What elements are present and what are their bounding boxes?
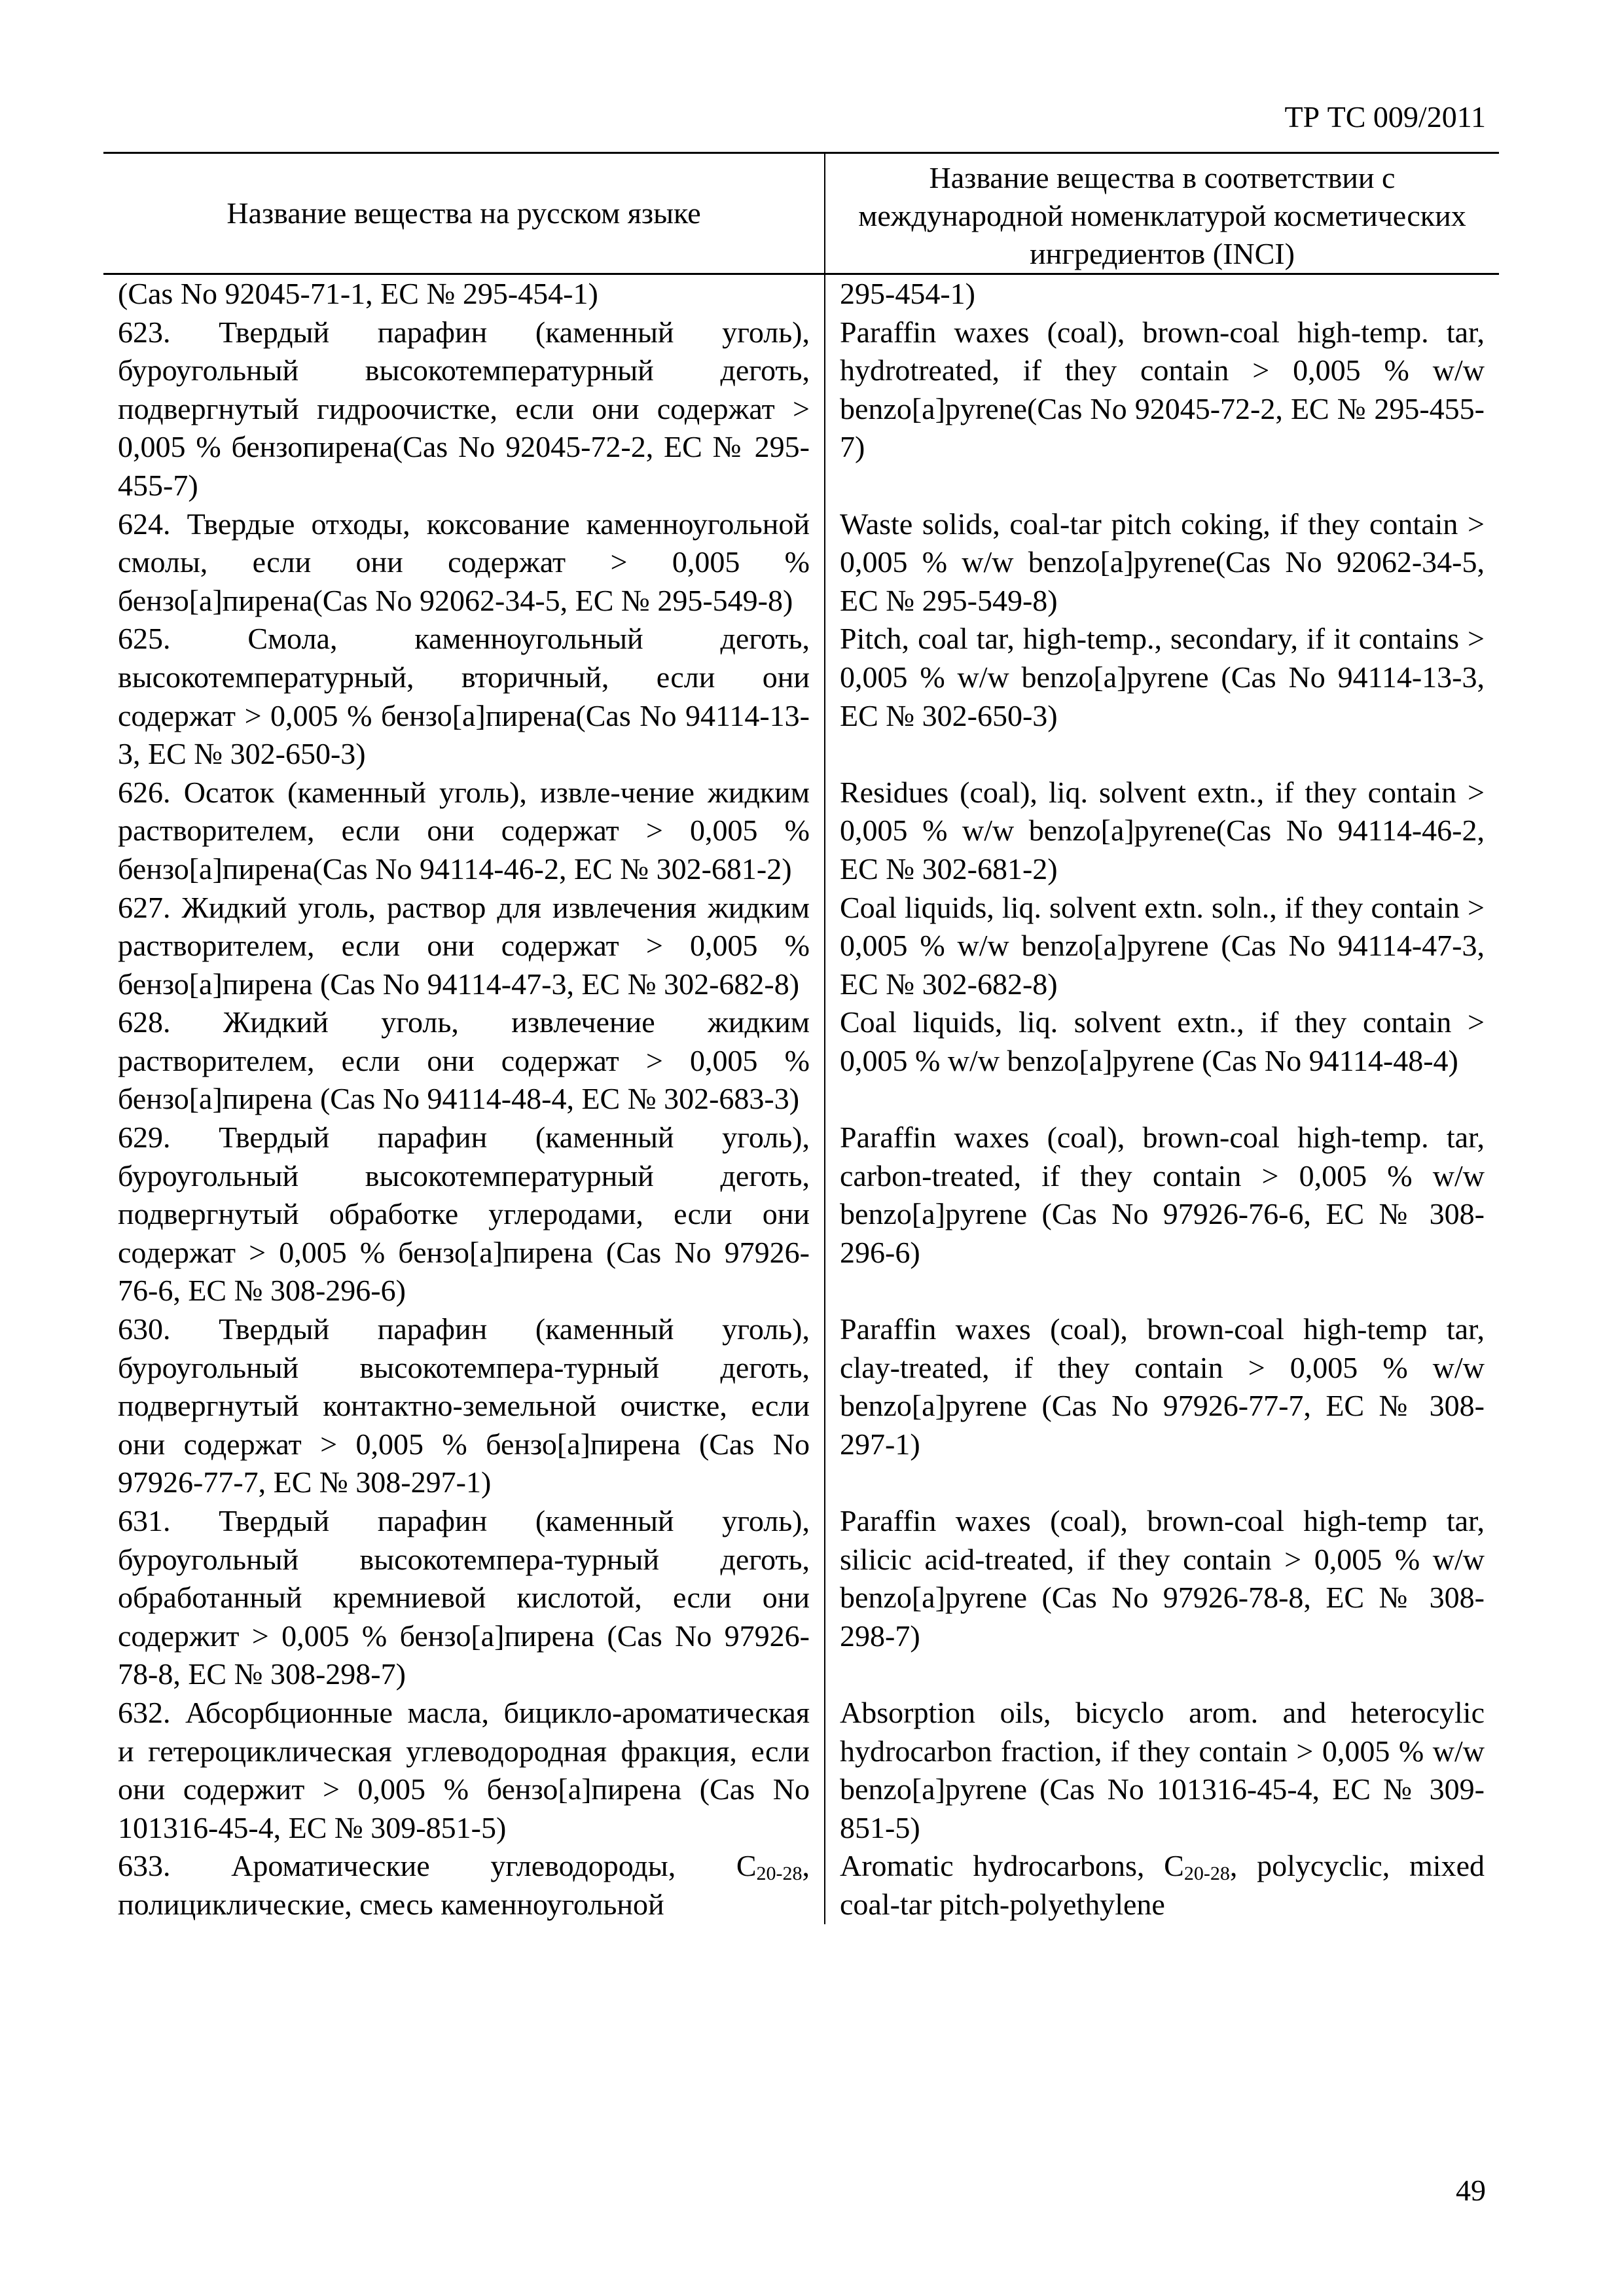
cell-text: , полициклические, смесь каменноугольной — [118, 1849, 810, 1921]
cell-russian: 632. Абсорбционные масла, бицикло-ароматическая и гетероциклическая углеводородная фракция, если они содержит > 0,005 % бензо[a]пирена (Cas No 101316-45-4, EC № 309-851-5) — [103, 1694, 825, 1847]
cell-inci: Coal liquids, liq. solvent extn. soln., if they contain > 0,005 % w/w benzo[a]pyrene (Cas No 94114-47-3, EC № 302-682-8) — [840, 890, 1485, 1001]
subscript: 20-28 — [1183, 1863, 1230, 1885]
cell-russian: 625. Смола, каменноугольный деготь, высокотемпературный, вторичный, если они содержат > 0,005 % бензо[a]пирена(Cas No 94114-13-3, EC № 302-650-3) — [103, 620, 825, 773]
cell-russian: 627. Жидкий уголь, раствор для извлечения жидким растворителем, если они содержат > 0,005 % бензо[a]пирена (Cas No 94114-47-3, EC № 302-682-8) — [103, 889, 825, 1004]
cell-russian: 630. Твердый парафин (каменный уголь), буроугольный высокотемпера-турный деготь, подвергнутый контактно-земельной очистке, если они содержат > 0,005 % бензо[a]пирена (Cas No 97926-77-7, EC № 308-297-1) — [103, 1310, 825, 1502]
table-header — [103, 152, 1499, 275]
document-code: ТР ТС 009/2011 — [1284, 100, 1486, 134]
table-row — [103, 1847, 1499, 1924]
table-row — [103, 1310, 1499, 1502]
subscript: 20-28 — [756, 1863, 803, 1885]
cell-text: Aromatic hydrocarbons, C — [840, 1849, 1184, 1883]
column-header-inci-name: Название вещества в соответствии с международной номенклатурой косметических ингредиентов (INCI) — [858, 161, 1466, 270]
cell-russian: 623. Твердый парафин (каменный уголь), буроугольный высокотемпературный деготь, подвергнутый гидроочистке, если они содержат > 0,005 % бензопирена(Cas No 92045-72-2, EC № 295-455-7) — [103, 314, 825, 505]
cell-text: 633. Ароматические углеводороды, C — [118, 1849, 757, 1883]
table-row — [103, 889, 1499, 1004]
table-row — [103, 1502, 1499, 1694]
table-row — [103, 1003, 1499, 1119]
table-row — [103, 620, 1499, 773]
cell-russian: 628. Жидкий уголь, извлечение жидким растворителем, если они содержат > 0,005 % бензо[a]пирена (Cas No 94114-48-4, EC № 302-683-3) — [103, 1003, 825, 1119]
cell-inci: Coal liquids, liq. solvent extn., if they contain > 0,005 % w/w benzo[a]pyrene (Cas No 94114-48-4) — [840, 1005, 1485, 1077]
table-body — [103, 275, 1499, 1924]
cell-russian: (Cas No 92045-71-1, EC № 295-454-1) — [103, 275, 825, 314]
cell-inci: Paraffin waxes (coal), brown-coal high-temp. tar, hydrotreated, if they contain > 0,005 % w/w benzo[a]pyrene(Cas No 92045-72-2, EC № 295-455-7) — [840, 315, 1485, 464]
cell-russian: 631. Твердый парафин (каменный уголь), буроугольный высокотемпера-турный деготь, обработанный кремниевой кислотой, если они содержит > 0,005 % бензо[a]пирена (Cas No 97926-78-8, EC № 308-298-7) — [103, 1502, 825, 1694]
cell-inci: Waste solids, coal-tar pitch coking, if they contain > 0,005 % w/w benzo[a]pyrene(Cas No 92062-34-5, EC № 295-549-8) — [840, 507, 1485, 617]
cell-inci: Paraffin waxes (coal), brown-coal high-temp tar, clay-treated, if they contain > 0,005 % w/w benzo[a]pyrene (Cas No 97926-77-7, EC № 308-297-1) — [840, 1312, 1485, 1461]
cell-inci: Absorption oils, bicyclo arom. and heterocylic hydrocarbon fraction, if they contain > 0,005 % w/w benzo[a]pyrene (Cas No 101316-45-4, EC № 309-851-5) — [840, 1695, 1485, 1844]
table-row — [103, 505, 1499, 620]
cell-inci — [825, 1847, 1499, 1924]
table-row — [103, 1694, 1499, 1847]
cell-inci: 295-454-1) — [840, 277, 975, 310]
substances-table — [103, 152, 1499, 1924]
cell-inci: Pitch, coal tar, high-temp., secondary, if it contains > 0,005 % w/w benzo[a]pyrene (Cas No 94114-13-3, EC № 302-650-3) — [840, 622, 1485, 732]
cell-russian: 626. Осаток (каменный уголь), извле-чение жидким растворителем, если они содержат > 0,005 % бензо[a]пирена(Cas No 94114-46-2, EC № 302-681-2) — [103, 774, 825, 889]
cell-russian: 629. Твердый парафин (каменный уголь), буроугольный высокотемпературный деготь, подвергнутый обработке углеродами, если они содержат > 0,005 % бензо[a]пирена (Cas No 97926-76-6, EC № 308-296-6) — [103, 1119, 825, 1310]
table-row — [103, 314, 1499, 505]
column-header-russian-name: Название вещества на русском языке — [103, 154, 825, 273]
cell-russian — [103, 1847, 825, 1924]
table-row — [103, 275, 1499, 314]
table-row — [103, 774, 1499, 889]
cell-text: , polycyclic, mixed coal-tar pitch-polyethylene — [840, 1849, 1485, 1921]
table-row — [103, 1119, 1499, 1310]
cell-inci: Paraffin waxes (coal), brown-coal high-temp. tar, carbon-treated, if they contain > 0,005 % w/w benzo[a]pyrene (Cas No 97926-76-6, EC № 308-296-6) — [840, 1121, 1485, 1269]
cell-inci: Paraffin waxes (coal), brown-coal high-temp tar, silicic acid-treated, if they contain > 0,005 % w/w benzo[a]pyrene (Cas No 97926-78-8, EC № 308-298-7) — [840, 1504, 1485, 1653]
page-number: 49 — [1456, 2174, 1486, 2207]
cell-russian: 624. Твердые отходы, коксование каменноугольной смолы, если они содержат > 0,005 % бензо[a]пирена(Cas No 92062-34-5, EC № 295-549-8) — [103, 505, 825, 620]
cell-inci: Residues (coal), liq. solvent extn., if they contain > 0,005 % w/w benzo[a]pyrene(Cas No 94114-46-2, EC № 302-681-2) — [840, 775, 1485, 886]
